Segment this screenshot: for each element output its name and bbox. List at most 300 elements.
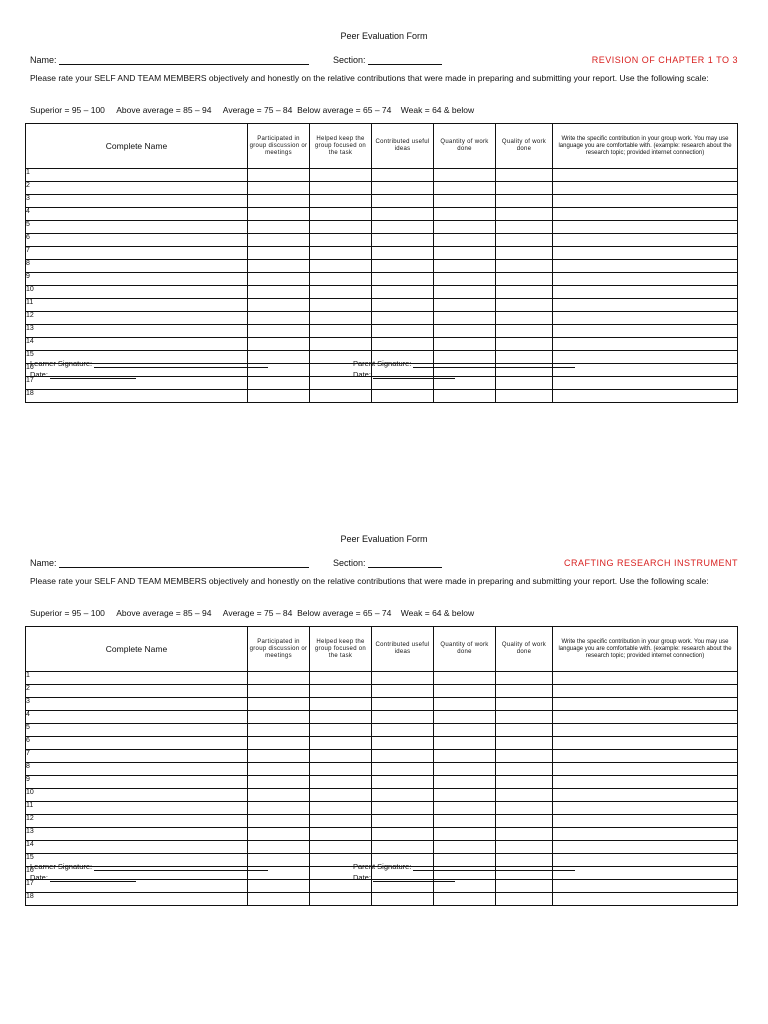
contributed-cell[interactable] — [372, 776, 434, 789]
helped-cell[interactable] — [310, 286, 372, 299]
row-number[interactable]: 7 — [26, 750, 248, 763]
helped-cell[interactable] — [310, 776, 372, 789]
column-header-name: Complete Name — [26, 627, 248, 672]
row-number[interactable]: 12 — [26, 815, 248, 828]
contribution-cell[interactable] — [553, 724, 738, 737]
row-number[interactable]: 7 — [26, 247, 248, 260]
helped-cell[interactable] — [310, 815, 372, 828]
quality-cell[interactable] — [496, 698, 553, 711]
quantity-cell[interactable] — [434, 221, 496, 234]
contribution-cell[interactable] — [553, 789, 738, 802]
contribution-cell[interactable] — [553, 234, 738, 247]
parent-date-field[interactable] — [373, 370, 455, 379]
contributed-cell[interactable] — [372, 685, 434, 698]
contributed-cell[interactable] — [372, 208, 434, 221]
quantity-cell[interactable] — [434, 763, 496, 776]
row-number[interactable]: 1 — [26, 672, 248, 685]
quantity-cell[interactable] — [434, 390, 496, 403]
quantity-cell[interactable] — [434, 828, 496, 841]
row-number[interactable]: 8 — [26, 763, 248, 776]
contribution-cell[interactable] — [553, 672, 738, 685]
helped-cell[interactable] — [310, 763, 372, 776]
contribution-cell[interactable] — [553, 390, 738, 403]
row-number[interactable]: 18 — [26, 893, 248, 906]
peer-evaluation-form — [0, 534, 768, 1014]
column-header-contributed: Contributed useful ideas — [372, 627, 434, 672]
quantity-cell[interactable] — [434, 672, 496, 685]
quality-cell[interactable] — [496, 221, 553, 234]
helped-cell[interactable] — [310, 724, 372, 737]
column-header-contribution: Write the specific contribution in your group work. You may use language you are comfortable with. (example: research about the research topic; provided internet connection) — [553, 627, 738, 672]
contribution-cell[interactable] — [553, 208, 738, 221]
quantity-cell[interactable] — [434, 724, 496, 737]
row-number[interactable]: 3 — [26, 195, 248, 208]
table-row — [26, 828, 738, 841]
contribution-cell[interactable] — [553, 364, 738, 377]
contribution-cell[interactable] — [553, 260, 738, 273]
participated-cell[interactable] — [248, 221, 310, 234]
contributed-cell[interactable] — [372, 325, 434, 338]
quantity-cell[interactable] — [434, 893, 496, 906]
learner-signature-line — [30, 862, 268, 871]
quantity-cell[interactable] — [434, 841, 496, 854]
contributed-cell[interactable] — [372, 195, 434, 208]
name-line — [30, 55, 309, 65]
table-row — [26, 390, 738, 403]
quality-cell[interactable] — [496, 672, 553, 685]
row-number[interactable]: 13 — [26, 828, 248, 841]
row-number[interactable]: 15 — [26, 854, 248, 867]
contributed-cell[interactable] — [372, 698, 434, 711]
participated-cell[interactable] — [248, 815, 310, 828]
parent-signature-line — [353, 862, 575, 871]
parent-signature-field[interactable] — [413, 862, 575, 871]
participated-cell[interactable] — [248, 841, 310, 854]
helped-cell[interactable] — [310, 711, 372, 724]
column-header-helped: Helped keep the group focused on the task — [310, 124, 372, 169]
contributed-cell[interactable] — [372, 273, 434, 286]
quantity-cell[interactable] — [434, 750, 496, 763]
quantity-cell[interactable] — [434, 299, 496, 312]
table-row — [26, 208, 738, 221]
quality-cell[interactable] — [496, 169, 553, 182]
helped-cell[interactable] — [310, 338, 372, 351]
contributed-cell[interactable] — [372, 802, 434, 815]
contribution-cell[interactable] — [553, 273, 738, 286]
helped-cell[interactable] — [310, 789, 372, 802]
name-line — [30, 558, 309, 568]
contribution-cell[interactable] — [553, 880, 738, 893]
participated-cell[interactable] — [248, 789, 310, 802]
rating-scale: Superior = 95 – 100 Above average = 85 – 94 Average = 75 – 84 Below average = 65 – 74 Weak = 64 & below — [30, 105, 475, 115]
column-header-quantity: Quantity of work done — [434, 124, 496, 169]
participated-cell[interactable] — [248, 776, 310, 789]
row-number[interactable]: 2 — [26, 182, 248, 195]
quality-cell[interactable] — [496, 711, 553, 724]
section-field[interactable] — [368, 558, 442, 568]
table-header-row — [26, 627, 738, 672]
quality-cell[interactable] — [496, 802, 553, 815]
form-title: Peer Evaluation Form — [340, 31, 428, 41]
quantity-cell[interactable] — [434, 169, 496, 182]
contribution-cell[interactable] — [553, 247, 738, 260]
helped-cell[interactable] — [310, 195, 372, 208]
activity-tag: REVISION OF CHAPTER 1 TO 3 — [591, 55, 738, 65]
row-number[interactable]: 14 — [26, 841, 248, 854]
contributed-cell[interactable] — [372, 234, 434, 247]
quality-cell[interactable] — [496, 325, 553, 338]
contribution-cell[interactable] — [553, 698, 738, 711]
quantity-cell[interactable] — [434, 802, 496, 815]
contribution-cell[interactable] — [553, 854, 738, 867]
participated-cell[interactable] — [248, 312, 310, 325]
participated-cell[interactable] — [248, 286, 310, 299]
participated-cell[interactable] — [248, 698, 310, 711]
learner-date-field[interactable] — [50, 873, 136, 882]
helped-cell[interactable] — [310, 273, 372, 286]
quantity-cell[interactable] — [434, 312, 496, 325]
parent-date-line — [353, 370, 455, 379]
parent-date-label: Date: — [353, 873, 371, 882]
contribution-cell[interactable] — [553, 802, 738, 815]
contributed-cell[interactable] — [372, 815, 434, 828]
participated-cell[interactable] — [248, 208, 310, 221]
learner-signature-field[interactable] — [94, 359, 268, 368]
quality-cell[interactable] — [496, 273, 553, 286]
quality-cell[interactable] — [496, 737, 553, 750]
row-number[interactable]: 4 — [26, 711, 248, 724]
contribution-cell[interactable] — [553, 685, 738, 698]
contribution-cell[interactable] — [553, 377, 738, 390]
contribution-cell[interactable] — [553, 763, 738, 776]
table-row — [26, 893, 738, 906]
contributed-cell[interactable] — [372, 312, 434, 325]
contribution-cell[interactable] — [553, 182, 738, 195]
quality-cell[interactable] — [496, 880, 553, 893]
table-row — [26, 273, 738, 286]
quantity-cell[interactable] — [434, 325, 496, 338]
quantity-cell[interactable] — [434, 776, 496, 789]
contributed-cell[interactable] — [372, 286, 434, 299]
contribution-cell[interactable] — [553, 711, 738, 724]
quantity-cell[interactable] — [434, 234, 496, 247]
contribution-cell[interactable] — [553, 867, 738, 880]
helped-cell[interactable] — [310, 893, 372, 906]
row-number[interactable]: 11 — [26, 802, 248, 815]
learner-date-line — [30, 873, 136, 882]
quantity-cell[interactable] — [434, 685, 496, 698]
participated-cell[interactable] — [248, 234, 310, 247]
table-row — [26, 750, 738, 763]
table-row — [26, 685, 738, 698]
quality-cell[interactable] — [496, 208, 553, 221]
helped-cell[interactable] — [310, 221, 372, 234]
column-header-helped: Helped keep the group focused on the task — [310, 627, 372, 672]
table-row — [26, 737, 738, 750]
table-row — [26, 325, 738, 338]
quality-cell[interactable] — [496, 776, 553, 789]
contributed-cell[interactable] — [372, 711, 434, 724]
quality-cell[interactable] — [496, 815, 553, 828]
quality-cell[interactable] — [496, 182, 553, 195]
contributed-cell[interactable] — [372, 182, 434, 195]
participated-cell[interactable] — [248, 893, 310, 906]
contribution-cell[interactable] — [553, 286, 738, 299]
row-number[interactable]: 5 — [26, 724, 248, 737]
helped-cell[interactable] — [310, 247, 372, 260]
table-header-row — [26, 124, 738, 169]
contribution-cell[interactable] — [553, 195, 738, 208]
column-header-contributed: Contributed useful ideas — [372, 124, 434, 169]
quality-cell[interactable] — [496, 260, 553, 273]
learner-date-label: Date: — [30, 873, 48, 882]
contributed-cell[interactable] — [372, 724, 434, 737]
quality-cell[interactable] — [496, 789, 553, 802]
participated-cell[interactable] — [248, 299, 310, 312]
participated-cell[interactable] — [248, 685, 310, 698]
learner-signature-label: Learner Signature: — [30, 359, 93, 368]
table-row — [26, 247, 738, 260]
participated-cell[interactable] — [248, 750, 310, 763]
contributed-cell[interactable] — [372, 763, 434, 776]
row-number[interactable]: 11 — [26, 299, 248, 312]
contribution-cell[interactable] — [553, 750, 738, 763]
participated-cell[interactable] — [248, 724, 310, 737]
contributed-cell[interactable] — [372, 737, 434, 750]
helped-cell[interactable] — [310, 325, 372, 338]
quality-cell[interactable] — [496, 828, 553, 841]
contribution-cell[interactable] — [553, 312, 738, 325]
table-row — [26, 724, 738, 737]
helped-cell[interactable] — [310, 698, 372, 711]
participated-cell[interactable] — [248, 195, 310, 208]
quality-cell[interactable] — [496, 195, 553, 208]
helped-cell[interactable] — [310, 260, 372, 273]
contributed-cell[interactable] — [372, 789, 434, 802]
quality-cell[interactable] — [496, 234, 553, 247]
column-header-name: Complete Name — [26, 124, 248, 169]
section-field[interactable] — [368, 55, 442, 65]
contribution-cell[interactable] — [553, 815, 738, 828]
quantity-cell[interactable] — [434, 208, 496, 221]
row-number[interactable]: 9 — [26, 776, 248, 789]
participated-cell[interactable] — [248, 169, 310, 182]
row-number[interactable]: 12 — [26, 312, 248, 325]
contribution-cell[interactable] — [553, 169, 738, 182]
contributed-cell[interactable] — [372, 750, 434, 763]
row-number[interactable]: 2 — [26, 685, 248, 698]
participated-cell[interactable] — [248, 338, 310, 351]
learner-signature-label: Learner Signature: — [30, 862, 93, 871]
row-number[interactable]: 4 — [26, 208, 248, 221]
column-header-participated: Participated in group discussion or meetings — [248, 627, 310, 672]
contribution-cell[interactable] — [553, 841, 738, 854]
quality-cell[interactable] — [496, 841, 553, 854]
helped-cell[interactable] — [310, 390, 372, 403]
quantity-cell[interactable] — [434, 815, 496, 828]
learner-signature-line — [30, 359, 268, 368]
table-row — [26, 815, 738, 828]
helped-cell[interactable] — [310, 802, 372, 815]
row-number[interactable]: 16 — [26, 364, 248, 377]
quantity-cell[interactable] — [434, 260, 496, 273]
section-line — [333, 55, 442, 65]
quality-cell[interactable] — [496, 299, 553, 312]
participated-cell[interactable] — [248, 672, 310, 685]
name-field[interactable] — [59, 55, 309, 65]
table-row — [26, 182, 738, 195]
row-number[interactable]: 18 — [26, 390, 248, 403]
quality-cell[interactable] — [496, 763, 553, 776]
participated-cell[interactable] — [248, 880, 310, 893]
quality-cell[interactable] — [496, 390, 553, 403]
participated-cell[interactable] — [248, 390, 310, 403]
helped-cell[interactable] — [310, 312, 372, 325]
contributed-cell[interactable] — [372, 672, 434, 685]
contributed-cell[interactable] — [372, 828, 434, 841]
contribution-cell[interactable] — [553, 299, 738, 312]
row-number[interactable]: 13 — [26, 325, 248, 338]
name-field[interactable] — [59, 558, 309, 568]
table-row — [26, 672, 738, 685]
quantity-cell[interactable] — [434, 338, 496, 351]
table-row — [26, 776, 738, 789]
contribution-cell[interactable] — [553, 893, 738, 906]
helped-cell[interactable] — [310, 234, 372, 247]
participated-cell[interactable] — [248, 711, 310, 724]
contributed-cell[interactable] — [372, 169, 434, 182]
contribution-cell[interactable] — [553, 828, 738, 841]
parent-signature-field[interactable] — [413, 359, 575, 368]
learner-date-line — [30, 370, 136, 379]
quality-cell[interactable] — [496, 247, 553, 260]
section-label: Section: — [333, 558, 366, 568]
participated-cell[interactable] — [248, 802, 310, 815]
row-number[interactable]: 14 — [26, 338, 248, 351]
participated-cell[interactable] — [248, 737, 310, 750]
row-number[interactable]: 8 — [26, 260, 248, 273]
quality-cell[interactable] — [496, 286, 553, 299]
contributed-cell[interactable] — [372, 390, 434, 403]
helped-cell[interactable] — [310, 685, 372, 698]
row-number[interactable]: 1 — [26, 169, 248, 182]
quality-cell[interactable] — [496, 338, 553, 351]
contribution-cell[interactable] — [553, 338, 738, 351]
learner-date-field[interactable] — [50, 370, 136, 379]
quantity-cell[interactable] — [434, 789, 496, 802]
contributed-cell[interactable] — [372, 260, 434, 273]
table-row — [26, 312, 738, 325]
quantity-cell[interactable] — [434, 247, 496, 260]
instructions: Please rate your SELF AND TEAM MEMBERS objectively and honestly on the relative contributions that were made in preparing and submitting your report. Use the following scale: — [30, 576, 709, 586]
helped-cell[interactable] — [310, 299, 372, 312]
quantity-cell[interactable] — [434, 737, 496, 750]
column-header-quantity: Quantity of work done — [434, 627, 496, 672]
participated-cell[interactable] — [248, 260, 310, 273]
quality-cell[interactable] — [496, 377, 553, 390]
table-row — [26, 299, 738, 312]
section-line — [333, 558, 442, 568]
quantity-cell[interactable] — [434, 286, 496, 299]
contributed-cell[interactable] — [372, 338, 434, 351]
row-number[interactable]: 17 — [26, 880, 248, 893]
row-number[interactable]: 5 — [26, 221, 248, 234]
contribution-cell[interactable] — [553, 737, 738, 750]
name-label: Name: — [30, 55, 57, 65]
table-row — [26, 169, 738, 182]
row-number[interactable]: 10 — [26, 286, 248, 299]
contribution-cell[interactable] — [553, 221, 738, 234]
helped-cell[interactable] — [310, 208, 372, 221]
parent-date-field[interactable] — [373, 873, 455, 882]
contributed-cell[interactable] — [372, 247, 434, 260]
parent-date-line — [353, 873, 455, 882]
participated-cell[interactable] — [248, 247, 310, 260]
table-row — [26, 802, 738, 815]
table-row — [26, 195, 738, 208]
row-number[interactable]: 9 — [26, 273, 248, 286]
quantity-cell[interactable] — [434, 711, 496, 724]
participated-cell[interactable] — [248, 325, 310, 338]
parent-signature-label: Parent Signature: — [353, 359, 412, 368]
row-number[interactable]: 6 — [26, 737, 248, 750]
quantity-cell[interactable] — [434, 195, 496, 208]
helped-cell[interactable] — [310, 169, 372, 182]
parent-date-label: Date: — [353, 370, 371, 379]
quality-cell[interactable] — [496, 893, 553, 906]
row-number[interactable]: 3 — [26, 698, 248, 711]
contributed-cell[interactable] — [372, 221, 434, 234]
quality-cell[interactable] — [496, 312, 553, 325]
helped-cell[interactable] — [310, 182, 372, 195]
quantity-cell[interactable] — [434, 698, 496, 711]
contributed-cell[interactable] — [372, 893, 434, 906]
row-number[interactable]: 16 — [26, 867, 248, 880]
parent-signature-line — [353, 359, 575, 368]
form-title: Peer Evaluation Form — [340, 534, 428, 544]
row-number[interactable]: 6 — [26, 234, 248, 247]
helped-cell[interactable] — [310, 841, 372, 854]
contributed-cell[interactable] — [372, 841, 434, 854]
helped-cell[interactable] — [310, 672, 372, 685]
contributed-cell[interactable] — [372, 299, 434, 312]
learner-date-label: Date: — [30, 370, 48, 379]
section-label: Section: — [333, 55, 366, 65]
learner-signature-field[interactable] — [94, 862, 268, 871]
helped-cell[interactable] — [310, 737, 372, 750]
row-number[interactable]: 15 — [26, 351, 248, 364]
participated-cell[interactable] — [248, 377, 310, 390]
row-number[interactable]: 10 — [26, 789, 248, 802]
participated-cell[interactable] — [248, 273, 310, 286]
table-row — [26, 763, 738, 776]
participated-cell[interactable] — [248, 763, 310, 776]
contribution-cell[interactable] — [553, 776, 738, 789]
quality-cell[interactable] — [496, 750, 553, 763]
helped-cell[interactable] — [310, 750, 372, 763]
quantity-cell[interactable] — [434, 182, 496, 195]
quantity-cell[interactable] — [434, 273, 496, 286]
contribution-cell[interactable] — [553, 325, 738, 338]
participated-cell[interactable] — [248, 828, 310, 841]
helped-cell[interactable] — [310, 828, 372, 841]
quality-cell[interactable] — [496, 685, 553, 698]
rating-scale: Superior = 95 – 100 Above average = 85 – 94 Average = 75 – 84 Below average = 65 – 74 Weak = 64 & below — [30, 608, 475, 618]
participated-cell[interactable] — [248, 182, 310, 195]
contribution-cell[interactable] — [553, 351, 738, 364]
quality-cell[interactable] — [496, 724, 553, 737]
row-number[interactable]: 17 — [26, 377, 248, 390]
